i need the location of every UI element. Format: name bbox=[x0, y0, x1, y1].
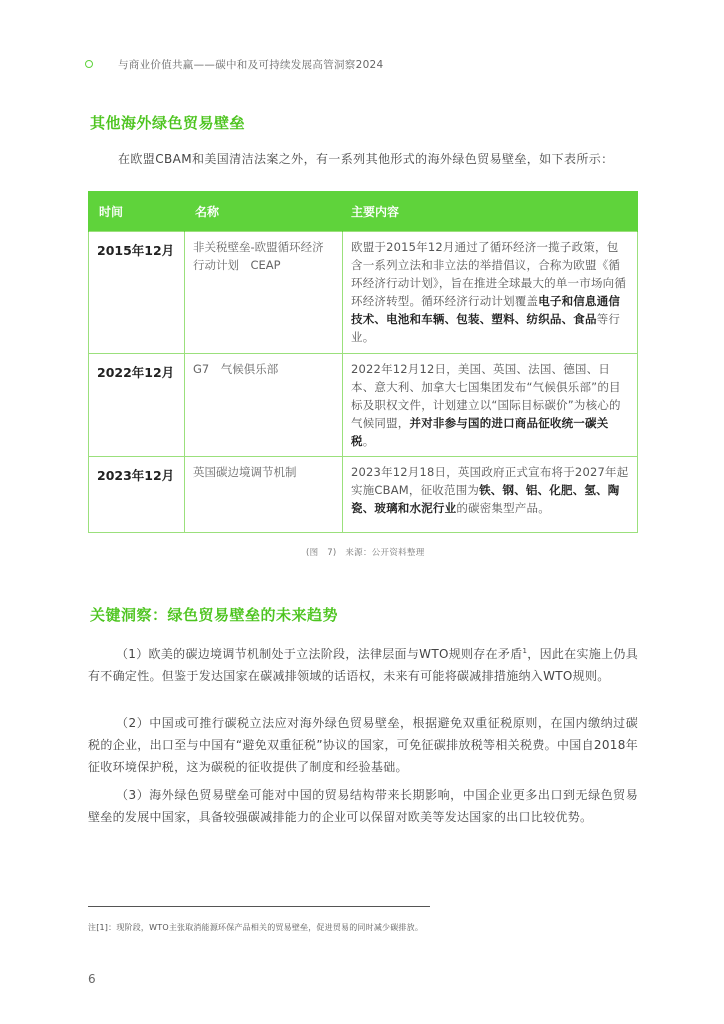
table-row bbox=[89, 232, 638, 354]
row-content-text: 欧盟于2015年12月通过了循环经济一揽子政策，包含一系列立法和非立法的举措倡议，合称为欧盟《循环经济行动计划》，旨在推进全球最大的单一市场向循环经济转型。循环经济行动计划覆盖 bbox=[351, 240, 627, 308]
row-time: 2023年12月 bbox=[89, 457, 185, 533]
column-header-content: 主要内容 bbox=[343, 191, 638, 232]
section-title-other-barriers: 其他海外绿色贸易壁垒 bbox=[90, 114, 246, 132]
row-name: 非关税壁垒-欧盟循环经济行动计划 CEAP bbox=[185, 232, 343, 354]
row-content-tail: 。 bbox=[362, 434, 375, 448]
table-header-row bbox=[89, 191, 638, 232]
row-content-text: 2022年12月12日，美国、英国、法国、德国、日本、意大利、加拿大七国集团发布“气候俱乐部”的目标及职权文件，计划建立以“国际目标碳价”为核心的气候同盟， bbox=[351, 362, 621, 430]
table-row bbox=[89, 354, 638, 457]
insight-1-text: （1）欧美的碳边境调节机制处于立法阶段，法律层面与WTO规则存在矛盾 bbox=[116, 647, 523, 661]
running-header: 与商业价值共赢——碳中和及可持续发展高管洞察2024 bbox=[118, 59, 384, 71]
barriers-table bbox=[88, 191, 638, 533]
row-name: G7 气候俱乐部 bbox=[185, 354, 343, 457]
row-content-tail: 等行业。 bbox=[351, 312, 621, 344]
row-time: 2015年12月 bbox=[89, 232, 185, 354]
page-number: 6 bbox=[88, 972, 96, 986]
column-header-name: 名称 bbox=[185, 191, 343, 232]
insight-paragraph-2: （2）中国或可推行碳税立法应对海外绿色贸易壁垒，根据避免双重征税原则，在国内缴纳过碳税的企业，出口至与中国有“避免双重征税”协议的国家，可免征碳排放税等相关税费。中国自2018年征收环境保护税，这为碳税的征收提供了制度和经验基础。 bbox=[88, 716, 638, 774]
row-content-text: 2023年12月18日，英国政府正式宣布将于2027年起实施CBAM，征收范围为 bbox=[351, 465, 629, 497]
row-content bbox=[343, 232, 638, 354]
insight-paragraph-1 bbox=[88, 640, 638, 687]
insight-paragraph-3: （3）海外绿色贸易壁垒可能对中国的贸易结构带来长期影响，中国企业更多出口到无绿色贸易壁垒的发展中国家，具备较强碳减排能力的企业可以保留对欧美等发达国家的出口比较优势。 bbox=[88, 788, 638, 824]
table-caption: (图 7) 来源：公开资料整理 bbox=[306, 548, 425, 558]
footnote-ref: 1 bbox=[522, 647, 528, 655]
table-row bbox=[89, 457, 638, 533]
row-time: 2022年12月 bbox=[89, 354, 185, 457]
insight-1-text-tail: ，因此在实施上仍具有不确定性。但鉴于发达国家在碳减排领域的话语权，未来有可能将碳减排措施纳入WTO规则。 bbox=[88, 647, 638, 683]
row-content-tail: 的碳密集型产品。 bbox=[456, 501, 550, 515]
footnote: 注[1]：现阶段，WTO主张取消能源环保产品相关的贸易壁垒，促进贸易的同时减少碳排放。 bbox=[88, 923, 424, 932]
row-content bbox=[343, 457, 638, 533]
row-name: 英国碳边境调节机制 bbox=[185, 457, 343, 533]
footnote-divider bbox=[88, 906, 430, 907]
row-content-emphasis: 并对非参与国的进口商品征收统一碳关税 bbox=[351, 416, 609, 448]
header-bullet-icon bbox=[85, 60, 93, 68]
intro-paragraph: 在欧盟CBAM和美国清洁法案之外，有一系列其他形式的海外绿色贸易壁垒，如下表所示： bbox=[118, 152, 614, 166]
column-header-time: 时间 bbox=[89, 191, 185, 232]
row-content-emphasis: 电子和信息通信技术、电池和车辆、包装、塑料、纺织品、食品 bbox=[351, 294, 621, 326]
row-content-emphasis: 铁、钢、铝、化肥、氢、陶瓷、玻璃和水泥行业 bbox=[351, 483, 620, 515]
row-content bbox=[343, 354, 638, 457]
section-title-key-insights: 关键洞察：绿色贸易壁垒的未来趋势 bbox=[90, 606, 339, 624]
